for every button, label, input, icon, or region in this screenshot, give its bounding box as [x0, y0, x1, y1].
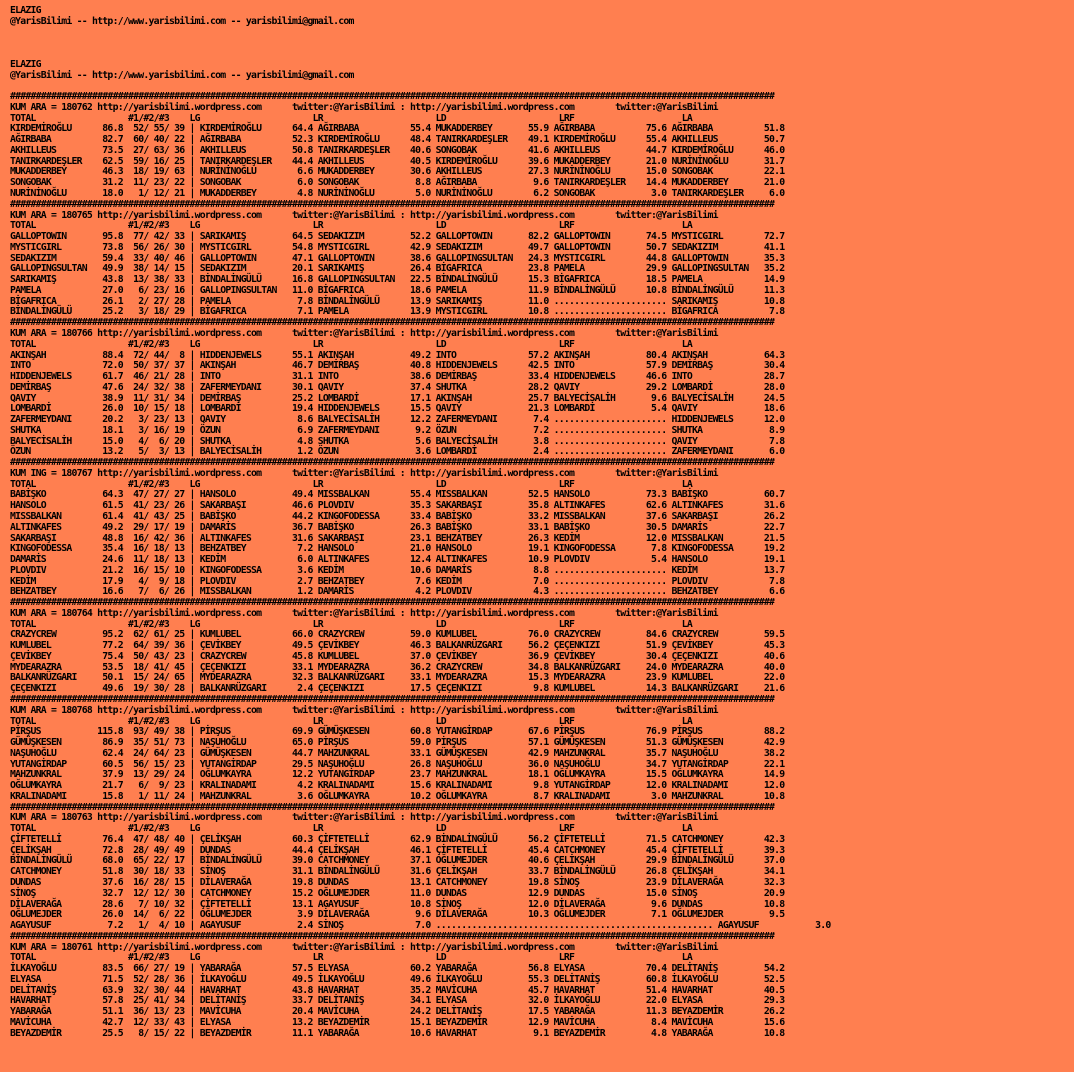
- text-line: KRALINADAMI 15.8 1/ 11/ 24 | MAHZUNKRAL 3.6 OĞLUMKAYRA 10.2 OĞLUMKAYRA 8.7 KRALINADAMI 3.0 MAHZUNKRAL 10.8: [10, 790, 785, 802]
- text-line: HANSOLO 61.5 41/ 23/ 26 | SAKARBAŞI 46.6 PLOVDIV 35.3 SAKARBAŞI 35.8 ALTINKAFES 62.6 ALTINKAFES 31.6: [10, 500, 785, 512]
- text-line: TANIRKARDEŞLER 62.5 59/ 16/ 25 | TANIRKARDEŞLER 44.4 AKHILLEUS 40.5 KIRDEMİROĞLU 39.6 MUKADDERBEY 21.0 NURİNİNOĞLU 31.7: [10, 155, 785, 167]
- text-line: INTO 72.0 50/ 37/ 37 | AKINŞAH 46.7 DEMİRBAŞ 40.8 HIDDENJEWELS 42.5 INTO 57.9 DEMİRBAŞ 30.4: [10, 360, 785, 372]
- text-line: SİNOŞ 32.7 12/ 12/ 30 | CATCHMONEY 15.2 OĞLUMEJDER 11.0 DUNDAS 12.9 DUNDAS 15.0 SİNOŞ 20.9: [10, 887, 785, 899]
- text-line: CATCHMONEY 51.8 30/ 18/ 33 | SİNOŞ 31.1 BİNDALİNGÜLÜ 31.6 ÇELİKŞAH 33.7 BİNDALİNGÜLÜ 26.8 ÇELİKŞAH 34.1: [10, 866, 785, 878]
- text-line: MYDEARAZRA 53.5 18/ 41/ 45 | ÇEÇENKIZI 33.1 MYDEARAZRA 36.2 CRAZYCREW 34.8 BALKANRÜZGARI 24.0 MYDEARAZRA 40.0: [10, 661, 785, 673]
- text-line: ELAZIG: [10, 5, 41, 16]
- text-line: BABİŞKO 64.3 47/ 27/ 27 | HANSOLO 49.4 MISSBALKAN 55.4 MISSBALKAN 52.5 HANSOLO 73.3 BABİŞKO 60.7: [10, 489, 785, 501]
- text-line: KUMLUBEL 77.2 64/ 39/ 36 | ÇEVİKBEY 49.5 ÇEVİKBEY 46.3 BALKANRÜZGARI 56.2 ÇEÇENKIZI 51.9 ÇEVİKBEY 45.3: [10, 640, 785, 652]
- text-line: #####################################################################################################################################################: [10, 930, 775, 942]
- text-line: QAVIY 38.9 11/ 31/ 34 | DEMİRBAŞ 25.2 LOMBARDİ 17.1 AKINŞAH 25.7 BALYECİSALİH 9.6 BALYECİSALİH 24.5: [10, 392, 785, 404]
- text-line: TOTAL #1/#2/#3 LG LR LD LRF LA: [10, 478, 693, 490]
- text-line: KIRDEMİROĞLU 86.8 52/ 55/ 39 | KIRDEMİROĞLU 64.4 AĞIRBABA 55.4 MUKADDERBEY 55.9 AĞIRBABA 75.6 AĞIRBABA 51.8: [10, 123, 785, 135]
- text-line: SAKARBAŞI 48.8 16/ 42/ 36 | ALTINKAFES 31.6 SAKARBAŞI 23.1 BEHZATBEY 26.3 KEDİM 12.0 MISSBALKAN 21.5: [10, 532, 785, 544]
- text-line: NURİNİNOĞLU 18.0 1/ 12/ 21 | MUKADDERBEY 4.8 NURİNİNOĞLU 5.0 NURİNİNOĞLU 6.2 SONGOBAK 3.0 TANIRKARDEŞLER 6.0: [10, 188, 785, 200]
- text-line: ZAFERMEYDANI 20.2 3/ 23/ 13 | QAVIY 8.6 BALYECİSALİH 12.2 ZAFERMEYDANI 7.4 ...................... HIDDENJEWELS 12.0: [10, 414, 785, 426]
- text-line: YUTANGİRDAP 60.5 56/ 15/ 23 | YUTANGİRDAP 29.5 NAŞUHOĞLU 26.8 NAŞUHOĞLU 36.0 NAŞUHOĞLU 34.7 YUTANGİRDAP 22.1: [10, 758, 785, 770]
- text-line: İLKAYOĞLU 83.5 66/ 27/ 19 | YABARAĞA 57.5 ELYASA 60.2 YABARAĞA 56.8 ELYASA 70.4 DELİTANİŞ 54.2: [10, 963, 785, 975]
- text-line: @YarisBilimi -- http://www.yarisbilimi.com -- yarisbilimi@gmail.com: [10, 69, 354, 81]
- text-line: MUKADDERBEY 46.3 18/ 19/ 63 | NURİNİNOĞLU 6.6 MUKADDERBEY 30.6 AKHILLEUS 27.3 NURİNİNOĞLU 15.0 SONGOBAK 22.1: [10, 166, 785, 178]
- text-line: DELİTANİŞ 63.9 32/ 30/ 44 | HAVARHAT 43.8 HAVARHAT 35.2 MAVİCUHA 45.7 HAVARHAT 51.4 HAVARHAT 40.5: [10, 984, 785, 996]
- text-line: ÖZUN 13.2 5/ 3/ 13 | BALYECİSALİH 1.2 ÖZUN 3.6 LOMBARDİ 2.4 ...................... ZAFERMEYDANI 6.0: [10, 446, 785, 458]
- text-line: TOTAL #1/#2/#3 LG LR LD LRF LA: [10, 220, 693, 232]
- text-line: DİLAVERAĞA 28.6 7/ 10/ 32 | ÇİFTETELLİ 13.1 AGAYUSUF 10.8 SİNOŞ 12.0 DİLAVERAĞA 9.6 DUNDAS 10.8: [10, 898, 785, 910]
- text-line: KUM ING = 180767 http://yarisbilimi.wordpress.com twitter:@YarisBilimi : http://yarisbilimi.wordpress.com twitter:@YarisBilimi: [10, 467, 718, 479]
- text-line: LOMBARDİ 26.0 10/ 15/ 18 | LOMBARDİ 19.4 HIDDENJEWELS 15.5 QAVIY 21.3 LOMBARDİ 5.4 QAVIY 18.6: [10, 403, 785, 415]
- text-line: DEMİRBAŞ 47.6 24/ 32/ 38 | ZAFERMEYDANI 30.1 QAVIY 37.4 SHUTKA 28.2 QAVIY 29.2 LOMBARDİ 28.0: [10, 381, 785, 393]
- text-line: KINGOFODESSA 35.4 16/ 18/ 13 | BEHZATBEY 7.2 HANSOLO 21.0 HANSOLO 19.1 KINGOFODESSA 7.8 KINGOFODESSA 19.2: [10, 543, 785, 555]
- text-line: TOTAL #1/#2/#3 LG LR LD LRF LA: [10, 952, 693, 964]
- text-line: CRAZYCREW 95.2 62/ 61/ 25 | KUMLUBEL 66.0 CRAZYCREW 59.0 KUMLUBEL 76.0 CRAZYCREW 84.6 CRAZYCREW 59.5: [10, 629, 785, 641]
- text-line: TOTAL #1/#2/#3 LG LR LD LRF LA: [10, 715, 693, 727]
- text-line: OĞLUMEJDER 26.0 14/ 6/ 22 | OĞLUMEJDER 3.9 DİLAVERAĞA 9.6 DİLAVERAĞA 10.3 OĞLUMEJDER 7.1 OĞLUMEJDER 9.5: [10, 909, 785, 921]
- text-line: PAMELA 27.0 6/ 23/ 16 | GALLOPINGSULTAN 11.0 BİGAFRICA 18.6 PAMELA 11.9 BİNDALİNGÜLÜ 10.8 BİNDALİNGÜLÜ 11.3: [10, 284, 785, 296]
- text-line: SHUTKA 18.1 3/ 16/ 19 | ÖZUN 6.9 ZAFERMEYDANI 9.2 ÖZUN 7.2 ...................... SHUTKA 8.9: [10, 424, 785, 436]
- text-line: TOTAL #1/#2/#3 LG LR LD LRF LA: [10, 338, 693, 350]
- text-line: BİGAFRICA 26.1 2/ 27/ 28 | PAMELA 7.8 BİNDALİNGÜLÜ 13.9 SARIKAMIŞ 11.0 ...................... SARIKAMIŞ 10.8: [10, 295, 785, 307]
- text-line: GALLOPINGSULTAN 49.9 38/ 14/ 15 | SEDAKIZIM 20.1 SARIKAMIŞ 26.4 BİGAFRICA 23.8 PAMELA 29.9 GALLOPINGSULTAN 35.2: [10, 263, 785, 275]
- text-line: AKINŞAH 88.4 72/ 44/ 8 | HIDDENJEWELS 55.1 AKINŞAH 49.2 INTO 57.2 AKINŞAH 80.4 AKINŞAH 64.3: [10, 349, 785, 361]
- text-line: DAMARİS 24.6 11/ 18/ 13 | KEDİM 6.0 ALTINKAFES 12.4 ALTINKAFES 10.9 PLOVDIV 5.4 HANSOLO 19.1: [10, 554, 785, 566]
- text-line: BALKANRÜZGARI 50.1 15/ 24/ 65 | MYDEARAZRA 32.3 BALKANRÜZGARI 33.1 MYDEARAZRA 15.3 MYDEARAZRA 23.9 KUMLUBEL 22.0: [10, 672, 785, 684]
- text-line: AKHILLEUS 73.5 27/ 63/ 36 | AKHILLEUS 50.8 TANIRKARDEŞLER 40.6 SONGOBAK 41.6 AKHILLEUS 44.7 KIRDEMİROĞLU 46.0: [10, 144, 785, 156]
- text-line: MAHZUNKRAL 37.9 13/ 29/ 24 | OĞLUMKAYRA 12.2 YUTANGİRDAP 23.7 MAHZUNKRAL 18.1 OĞLUMKAYRA 15.5 OĞLUMKAYRA 14.9: [10, 769, 785, 781]
- text-line: BALYECİSALİH 15.0 4/ 6/ 20 | SHUTKA 4.8 SHUTKA 5.6 BALYECİSALİH 3.8 ...................... QAVIY 7.8: [10, 435, 785, 447]
- text-line: KUM ARA = 180768 http://yarisbilimi.wordpress.com twitter:@YarisBilimi : http://yarisbilimi.wordpress.com twitter:@YarisBilimi: [10, 704, 718, 716]
- text-line: ÇEÇENKIZI 49.6 19/ 30/ 28 | BALKANRÜZGARI 2.4 ÇEÇENKIZI 17.5 ÇEÇENKIZI 9.8 KUMLUBEL 14.3 BALKANRÜZGARI 21.6: [10, 683, 785, 695]
- text-line: AĞIRBABA 82.7 60/ 40/ 22 | AĞIRBABA 52.3 KIRDEMİROĞLU 48.4 TANIRKARDEŞLER 49.1 KIRDEMİROĞLU 55.4 AKHILLEUS 50.7: [10, 134, 785, 146]
- text-line: [10, 49, 831, 60]
- text-line: #####################################################################################################################################################: [10, 91, 775, 103]
- text-line: ELAZIG: [10, 58, 41, 70]
- text-line: KUM ARA = 180764 http://yarisbilimi.wordpress.com twitter:@YarisBilimi : http://yarisbilimi.wordpress.com twitter:@YarisBilimi: [10, 607, 718, 619]
- text-line: #####################################################################################################################################################: [10, 694, 775, 705]
- text-line: #####################################################################################################################################################: [10, 801, 775, 813]
- text-line: PİRŞUS 115.8 93/ 49/ 38 | PİRŞUS 69.9 GÜMÜŞKESEN 60.8 YUTANGİRDAP 67.6 PİRŞUS 76.9 PİRŞUS 88.2: [10, 726, 785, 738]
- text-line: KEDİM 17.9 4/ 9/ 18 | PLOVDIV 2.7 BEHZATBEY 7.6 KEDİM 7.0 ...................... PLOVDIV 7.8: [10, 575, 785, 587]
- text-line: MISSBALKAN 61.4 41/ 43/ 25 | BABİŞKO 44.2 KINGOFODESSA 33.4 BABİŞKO 33.2 MISSBALKAN 37.6 SAKARBAŞI 26.2: [10, 510, 785, 522]
- text-line: OĞLUMKAYRA 21.7 6/ 9/ 23 | KRALINADAMI 4.2 KRALINADAMI 15.6 KRALINADAMI 9.8 YUTANGİRDAP 12.0 KRALINADAMI 12.0: [10, 780, 785, 792]
- text-line: SONGOBAK 31.2 11/ 23/ 22 | SONGOBAK 6.0 SONGOBAK 8.8 AĞIRBABA 9.6 TANIRKARDEŞLER 14.4 MUKADDERBEY 21.0: [10, 177, 785, 189]
- text-line: BİNDALİNGÜLÜ 68.0 65/ 22/ 17 | BİNDALİNGÜLÜ 39.0 CATCHMONEY 37.1 OĞLUMEJDER 40.6 ÇELİKŞAH 29.9 BİNDALİNGÜLÜ 37.0: [10, 855, 785, 867]
- text-line: MAVİCUHA 42.7 12/ 33/ 43 | ELYASA 13.2 BEYAZDEMİR 15.1 BEYAZDEMİR 12.9 MAVİCUHA 8.4 MAVİCUHA 15.6: [10, 1016, 785, 1028]
- text-line: YABARAĞA 51.1 36/ 13/ 23 | MAVİCUHA 20.4 MAVİCUHA 24.2 DELİTANİŞ 17.5 YABARAĞA 11.3 BEYAZDEMİR 26.2: [10, 1006, 785, 1018]
- text-document: [10, 6, 831, 1040]
- text-line: [10, 28, 831, 39]
- text-line: HAVARHAT 57.8 25/ 41/ 34 | DELİTANİŞ 33.7 DELİTANİŞ 34.1 ELYASA 32.0 İLKAYOĞLU 22.0 ELYASA 29.3: [10, 995, 785, 1007]
- text-line: KUM ARA = 180765 http://yarisbilimi.wordpress.com twitter:@YarisBilimi : http://yarisbilimi.wordpress.com twitter:@YarisBilimi: [10, 209, 718, 221]
- text-line: AGAYUSUF 7.2 1/ 4/ 10 | AGAYUSUF 2.4 SİNOŞ 7.0 ...................................................... AGAYUSUF 3.0: [10, 920, 831, 932]
- text-line: KUM ARA = 180761 http://yarisbilimi.wordpress.com twitter:@YarisBilimi : http://yarisbilimi.wordpress.com twitter:@YarisBilimi: [10, 941, 718, 953]
- text-line: ÇEVİKBEY 75.4 50/ 43/ 23 | CRAZYCREW 45.8 KUMLUBEL 37.0 ÇEVİKBEY 36.9 ÇEVİKBEY 30.4 ÇEÇENKIZI 40.6: [10, 650, 785, 662]
- text-line: KUM ARA = 180766 http://yarisbilimi.wordpress.com twitter:@YarisBilimi : http://yarisbilimi.wordpress.com twitter:@YarisBilimi: [10, 327, 718, 339]
- text-line: @YarisBilimi -- http://www.yarisbilimi.com -- yarisbilimi@gmail.com: [10, 15, 354, 27]
- text-line: TOTAL #1/#2/#3 LG LR LD LRF LA: [10, 618, 693, 630]
- text-line: NAŞUHOĞLU 62.4 24/ 64/ 23 | GÜMÜŞKESEN 44.7 MAHZUNKRAL 33.1 GÜMÜŞKESEN 42.9 MAHZUNKRAL 35.7 NAŞUHOĞLU 38.2: [10, 747, 785, 759]
- text-line: GALLOPTOWIN 95.8 77/ 42/ 33 | SARIKAMIŞ 64.5 SEDAKIZIM 52.2 GALLOPTOWIN 82.2 GALLOPTOWIN 74.5 MYSTICGIRL 72.7: [10, 231, 785, 243]
- text-line: GÜMÜŞKESEN 86.9 35/ 51/ 73 | NAŞUHOĞLU 65.0 PİRŞUS 59.0 PİRŞUS 57.1 GÜMÜŞKESEN 51.3 GÜMÜŞKESEN 42.9: [10, 737, 785, 749]
- text-line: KUM ARA = 180763 http://yarisbilimi.wordpress.com twitter:@YarisBilimi : http://yarisbilimi.wordpress.com twitter:@YarisBilimi: [10, 812, 718, 824]
- text-line: BEYAZDEMİR 25.5 8/ 15/ 22 | BEYAZDEMİR 11.1 YABARAĞA 10.6 HAVARHAT 9.1 BEYAZDEMİR 4.8 YABARAĞA 10.8: [10, 1027, 785, 1039]
- text-line: ÇELİKŞAH 72.8 28/ 49/ 49 | DUNDAS 44.4 ÇELİKŞAH 46.1 ÇİFTETELLİ 45.4 CATCHMONEY 45.4 ÇİFTETELLİ 39.3: [10, 844, 785, 856]
- text-line: [10, 38, 831, 49]
- text-line: ALTINKAFES 49.2 29/ 17/ 19 | DAMARİS 36.7 BABİŞKO 26.3 BABİŞKO 33.1 BABİŞKO 30.5 DAMARİS 22.7: [10, 521, 785, 533]
- text-line: SEDAKIZIM 59.4 33/ 40/ 46 | GALLOPTOWIN 47.1 GALLOPTOWIN 38.6 GALLOPINGSULTAN 24.3 MYSTICGIRL 44.8 GALLOPTOWIN 35.3: [10, 252, 785, 264]
- text-line: TOTAL #1/#2/#3 LG LR LD LRF LA: [10, 112, 693, 124]
- text-line: #####################################################################################################################################################: [10, 597, 775, 609]
- text-line: ÇİFTETELLİ 76.4 47/ 48/ 40 | ÇELİKŞAH 60.3 ÇİFTETELLİ 62.9 BİNDALİNGÜLÜ 56.2 ÇİFTETELLİ 71.5 CATCHMONEY 42.3: [10, 833, 785, 845]
- text-line: ELYASA 71.5 52/ 28/ 36 | İLKAYOĞLU 49.5 İLKAYOĞLU 49.6 İLKAYOĞLU 55.3 DELİTANİŞ 60.8 İLKAYOĞLU 52.5: [10, 973, 785, 985]
- text-line: SARIKAMIŞ 43.8 13/ 38/ 33 | BİNDALİNGÜLÜ 16.8 GALLOPINGSULTAN 22.5 BİNDALİNGÜLÜ 15.3 BİGAFRICA 18.5 PAMELA 14.9: [10, 274, 785, 286]
- text-line: KUM ARA = 180762 http://yarisbilimi.wordpress.com twitter:@YarisBilimi : http://yarisbilimi.wordpress.com twitter:@YarisBilimi: [10, 101, 718, 113]
- text-line: MYSTICGIRL 73.8 56/ 26/ 30 | MYSTICGIRL 54.8 MYSTICGIRL 42.9 SEDAKIZIM 49.7 GALLOPTOWIN 50.7 SEDAKIZIM 41.1: [10, 241, 785, 253]
- text-line: HIDDENJEWELS 61.7 46/ 21/ 28 | INTO 31.1 INTO 38.6 DEMİRBAŞ 33.4 HIDDENJEWELS 46.6 INTO 28.7: [10, 371, 785, 383]
- text-line: PLOVDIV 21.2 16/ 15/ 10 | KINGOFODESSA 3.6 KEDİM 10.6 DAMARİS 8.8 ...................... KEDİM 13.7: [10, 564, 785, 576]
- text-line: TOTAL #1/#2/#3 LG LR LD LRF LA: [10, 823, 693, 835]
- text-line: #####################################################################################################################################################: [10, 317, 775, 329]
- text-line: #####################################################################################################################################################: [10, 457, 775, 469]
- text-line: BİNDALİNGÜLÜ 25.2 3/ 18/ 29 | BİGAFRICA 7.1 PAMELA 13.9 MYSTICGIRL 10.8 ...................... BİGAFRICA 7.8: [10, 306, 785, 318]
- text-line: #####################################################################################################################################################: [10, 198, 775, 210]
- text-line: BEHZATBEY 16.6 7/ 6/ 26 | MISSBALKAN 1.2 DAMARİS 4.2 PLOVDIV 4.3 ...................... BEHZATBEY 6.6: [10, 586, 785, 598]
- text-line: DUNDAS 37.6 16/ 28/ 15 | DİLAVERAĞA 19.8 DUNDAS 13.1 CATCHMONEY 19.8 SİNOŞ 23.9 DİLAVERAĞA 32.3: [10, 877, 785, 889]
